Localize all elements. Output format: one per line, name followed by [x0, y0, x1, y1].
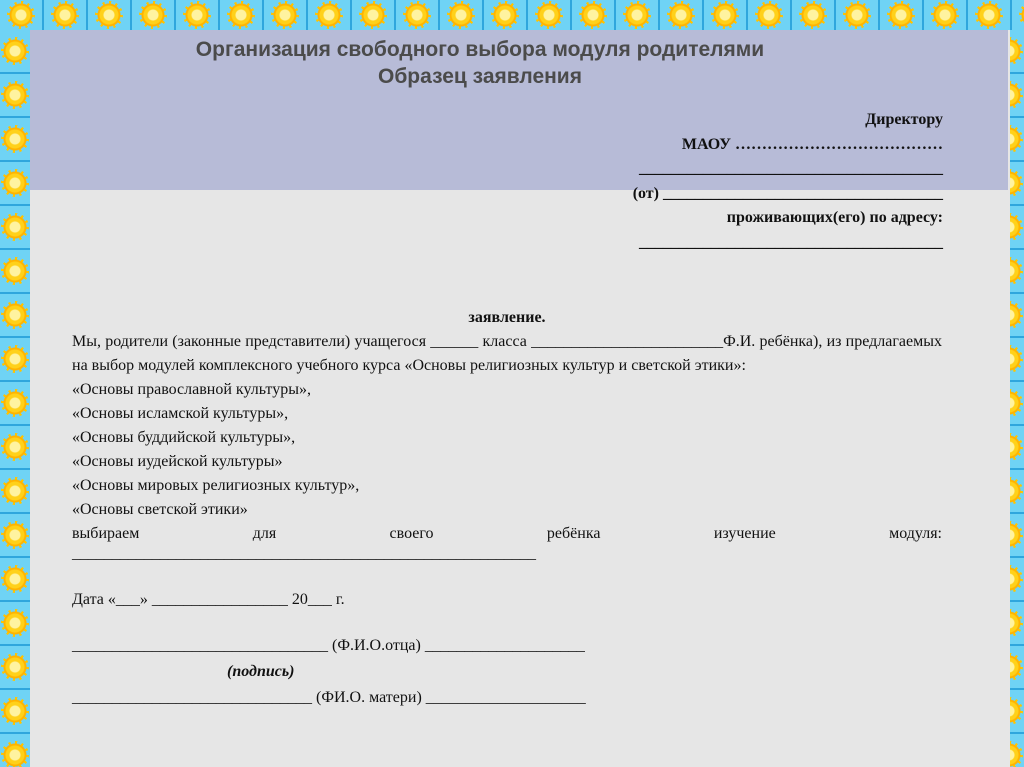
- sun-icon: [0, 0, 44, 30]
- sun-icon: [660, 0, 704, 30]
- title-line-2: Образец заявления: [378, 65, 582, 88]
- sun-icon: [0, 338, 30, 382]
- sun-icon: [176, 0, 220, 30]
- address-block: [523, 108, 943, 255]
- module-option: «Основы исламской культуры»,: [72, 405, 289, 422]
- choice-word: модуля:: [889, 525, 942, 542]
- sun-icon: [352, 0, 396, 30]
- sun-icon: [616, 0, 660, 30]
- module-option: «Основы светской этики»: [72, 501, 248, 518]
- sun-icon: [308, 0, 352, 30]
- from-line: (от) ___________________________________: [632, 184, 943, 202]
- school-line: МАОУ …………………………………: [681, 135, 943, 153]
- sun-icon: [396, 0, 440, 30]
- application-heading: заявление.: [468, 309, 546, 326]
- sun-border-top: [0, 0, 1024, 30]
- choice-word: своего: [389, 525, 434, 542]
- signature-caption: (подпись): [227, 663, 295, 680]
- sun-icon: [0, 162, 30, 206]
- sun-icon: [572, 0, 616, 30]
- sun-icon: [440, 0, 484, 30]
- title-line-1: Организация свободного выбора модуля родителями: [195, 38, 765, 61]
- sun-icon: [1012, 0, 1024, 30]
- father-signature-line: ________________________________ (Ф.И.О.отца) ____________________: [72, 637, 585, 654]
- sun-icon: [220, 0, 264, 30]
- application-paragraph: Мы, родители (законные представители) учащегося ______ класса ________________________Ф.И. ребёнка), из предлагаемых на выбор модулей комплексного учебного курса «Основы религиозных культур и светской этики»:: [72, 333, 942, 374]
- sun-icon: [704, 0, 748, 30]
- module-option: «Основы мировых религиозных культур»,: [72, 477, 360, 494]
- sun-icon: [0, 602, 30, 646]
- blank-line: ______________________________________: [639, 233, 943, 251]
- sun-icon: [0, 250, 30, 294]
- sun-icon: [0, 514, 30, 558]
- choice-word: выбираем: [72, 525, 140, 542]
- sun-icon: [0, 74, 30, 118]
- mother-signature-line: ______________________________ (ФИ.О. матери) ____________________: [72, 689, 586, 706]
- sun-icon: [0, 690, 30, 734]
- sun-icon: [528, 0, 572, 30]
- sun-icon: [0, 30, 30, 74]
- sun-icon: [748, 0, 792, 30]
- sun-icon: [924, 0, 968, 30]
- blank-line: ______________________________________: [639, 160, 943, 177]
- module-option: «Основы иудейской культуры»: [72, 453, 283, 470]
- sun-icon: [0, 118, 30, 162]
- sun-icon: [968, 0, 1012, 30]
- choice-word: изучение: [713, 525, 776, 542]
- sun-icon: [836, 0, 880, 30]
- slide-panel: [30, 30, 1010, 767]
- sun-icon: [88, 0, 132, 30]
- choice-word: ребёнка: [546, 525, 601, 542]
- sun-icon: [0, 426, 30, 470]
- sun-icon: [0, 382, 30, 426]
- module-option: «Основы буддийской культуры»,: [72, 429, 296, 446]
- sun-border-left: [0, 30, 30, 767]
- address-label: проживающих(его) по адресу:: [726, 209, 943, 226]
- sun-icon: [264, 0, 308, 30]
- sun-icon: [0, 646, 30, 690]
- sun-icon: [132, 0, 176, 30]
- sun-icon: [0, 470, 30, 514]
- sun-icon: [0, 558, 30, 602]
- module-blank-line: __________________________________________________________: [72, 545, 536, 562]
- sun-icon: [0, 734, 30, 767]
- sun-icon: [484, 0, 528, 30]
- sun-icon: [0, 294, 30, 338]
- date-line: Дата «___» _________________ 20___ г.: [72, 591, 345, 608]
- application-body: [72, 306, 942, 710]
- sun-icon: [880, 0, 924, 30]
- module-option: «Основы православной культуры»,: [72, 381, 311, 398]
- page-title: [180, 36, 780, 90]
- sun-icon: [0, 206, 30, 250]
- choice-word: для: [252, 525, 277, 542]
- addressee: Директору: [865, 111, 943, 128]
- sun-icon: [44, 0, 88, 30]
- sun-icon: [792, 0, 836, 30]
